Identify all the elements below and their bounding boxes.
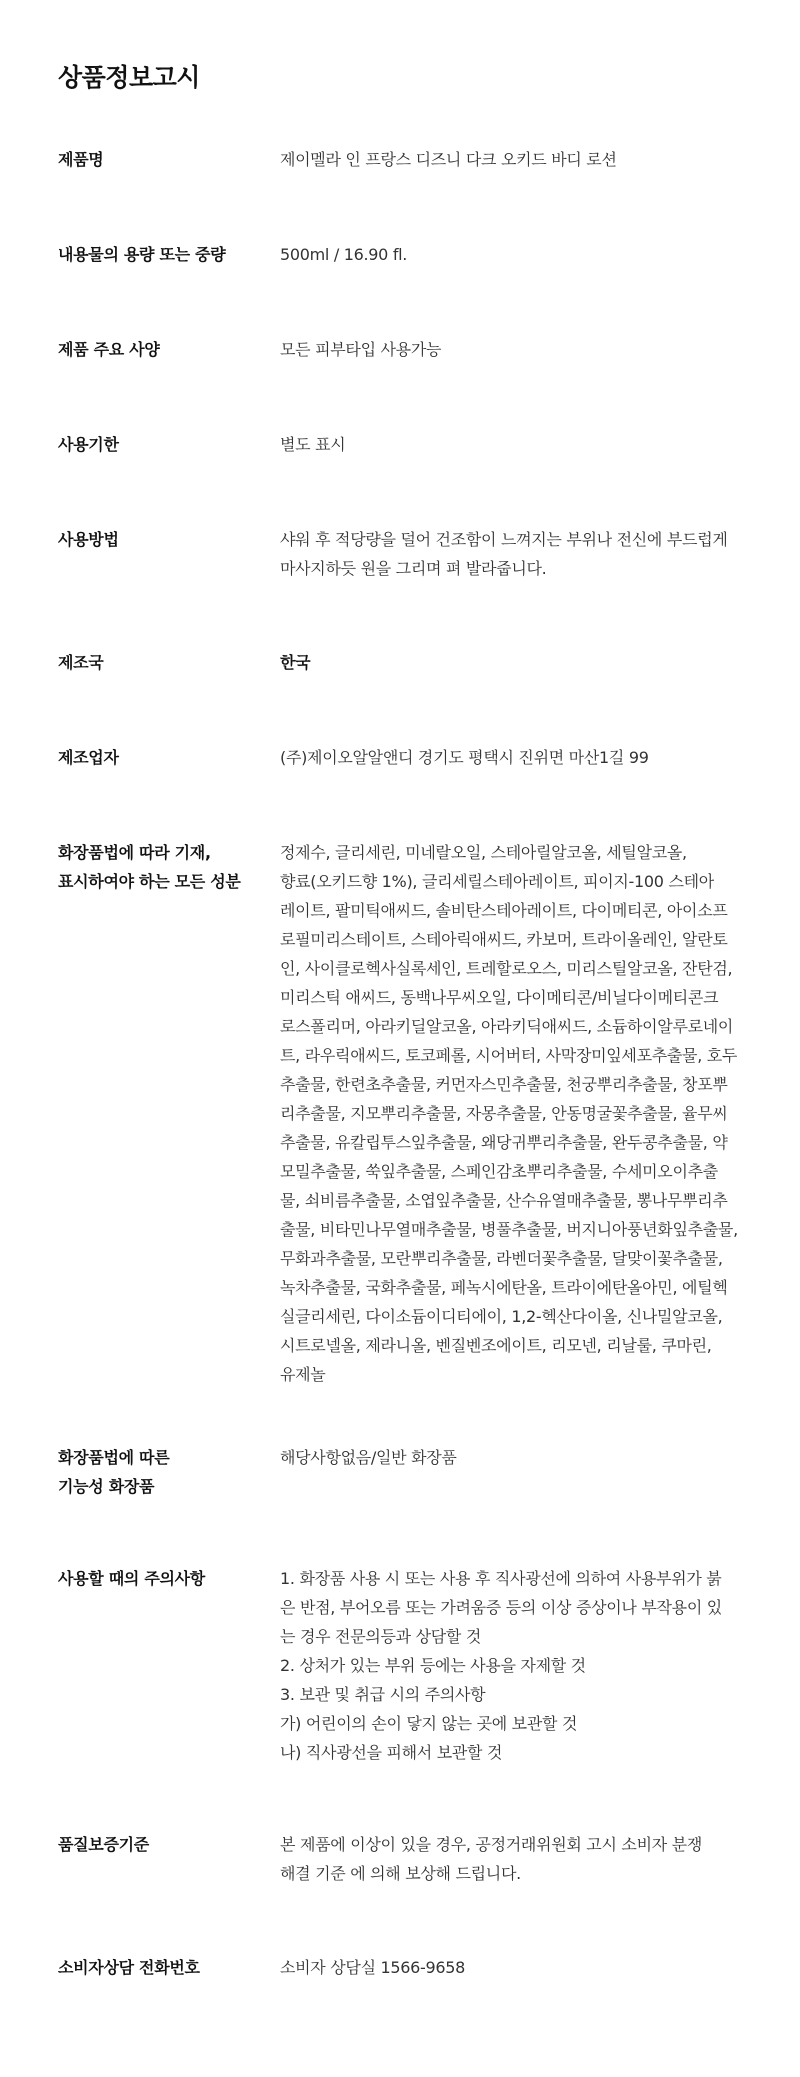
row-value: 한국 [280,653,311,672]
row-label: 내용물의 용량 또는 중량 [58,245,226,264]
info-row-usage [58,525,758,583]
info-row-manufacturer [58,743,758,772]
row-label: 제조업자 [58,748,119,767]
row-value: 정제수, 글리세린, 미네랄오일, 스테아릴알코올, 세틸알코올, 향료(오키드향 1%), 글리세릴스테아레이트, 피이지-100 스테아 레이트, 팔미틱애씨드, 솔비탄스테아레이트, 다이메티콘, 아이소프 로필미리스테이트, 스테아릭애씨드, 카보머, 트라이올레인, 알란토 인, 사이클로헥사실록세인, 트레할로오스, 미리스틸알코올, 잔탄검, 미리스틱 애씨드, 동백나무씨오일, 다이메티콘/비닐다이메티콘크 로스폴리머, 아라키딜알코올, 아라키딕애씨드, 소듐하이알루로네이 트, 라우릭애씨드, 토코페롤, 시어버터, 사막장미잎세포추출물, 호두 추출물, 한련초추출물, 커먼자스민추출물, 천궁뿌리추출물, 창포뿌 리추출물, 지모뿌리추출물, 자몽추출물, 안동명굴꽃추출물, 율무씨 추출물, 유칼립투스잎추출물, 왜당귀뿌리추출물, 완두콩추출물, 약 모밀추출물, 쑥잎추출물, 스페인감초뿌리추출물, 수세미오이추출 물, 쇠비름추출물, 소엽잎추출물, 산수유열매추출물, 뽕나무뿌리추 출물, 비타민나무열매추출물, 병풀추출물, 버지니아풍년화잎추출물, 무화과추출물, 모란뿌리추출물, 라벤더꽃추출물, 달맞이꽃추출물, 녹차추출물, 국화추출물, 페녹시에탄올, 트라이에탄올아민, 에틸헥 실글리세린, 다이소듐이디티에이, 1,2-헥산다이올, 신나밀알코올, 시트로넬올, 제라니올, 벤질벤조에이트, 리모넨, 리날룰, 쿠마린, 유제놀 [280,843,738,1384]
row-value: 해당사항없음/일반 화장품 [280,1448,457,1467]
info-row-customer-service [58,1953,758,1982]
row-label: 제품 주요 사양 [58,340,160,359]
row-label: 화장품법에 따라 기재, 표시하여야 하는 모든 성분 [58,843,241,891]
row-value: 제이멜라 인 프랑스 디즈니 다크 오키드 바디 로션 [280,150,617,169]
row-label: 소비자상담 전화번호 [58,1958,200,1977]
row-value: 본 제품에 이상이 있을 경우, 공정거래위원회 고시 소비자 분쟁 해결 기준 에 의해 보상해 드립니다. [280,1835,702,1883]
row-value: 별도 표시 [280,435,346,454]
info-row-country [58,648,758,677]
info-row-quality-guarantee [58,1830,758,1888]
row-label: 제조국 [58,653,104,672]
info-row-ingredients [58,838,758,1389]
row-label: 제품명 [58,150,104,169]
row-label: 품질보증기준 [58,1835,149,1854]
row-value: 모든 피부타입 사용가능 [280,340,442,359]
info-row-volume [58,240,758,269]
info-row-precautions [58,1564,758,1767]
row-label: 사용기한 [58,435,119,454]
info-row-main-spec [58,335,758,364]
info-row-functional-cosmetic [58,1443,758,1501]
info-row-product-name [58,145,758,174]
row-label: 화장품법에 따른 기능성 화장품 [58,1448,170,1496]
page-title: 상품정보고시 [58,63,200,92]
row-value: 500ml / 16.90 fl. [280,245,408,264]
row-value: 소비자 상담실 1566-9658 [280,1958,466,1977]
row-label: 사용방법 [58,530,119,549]
row-value: 샤워 후 적당량을 덜어 건조함이 느껴지는 부위나 전신에 부드럽게 마사지하듯 원을 그리며 펴 발라줍니다. [280,530,728,578]
row-value: (주)제이오알알앤디 경기도 평택시 진위면 마산1길 99 [280,748,649,767]
info-row-expiry [58,430,758,459]
row-label: 사용할 때의 주의사항 [58,1569,205,1588]
row-value: 1. 화장품 사용 시 또는 사용 후 직사광선에 의하여 사용부위가 붉 은 반점, 부어오름 또는 가려움증 등의 이상 증상이나 부작용이 있 는 경우 전문의등과 상담할 것 2. 상처가 있는 부위 등에는 사용을 자제할 것 3. 보관 및 취급 시의 주의사항 가) 어린이의 손이 닿지 않는 곳에 보관할 것 나) 직사광선을 피해서 보관할 것 [280,1569,722,1762]
